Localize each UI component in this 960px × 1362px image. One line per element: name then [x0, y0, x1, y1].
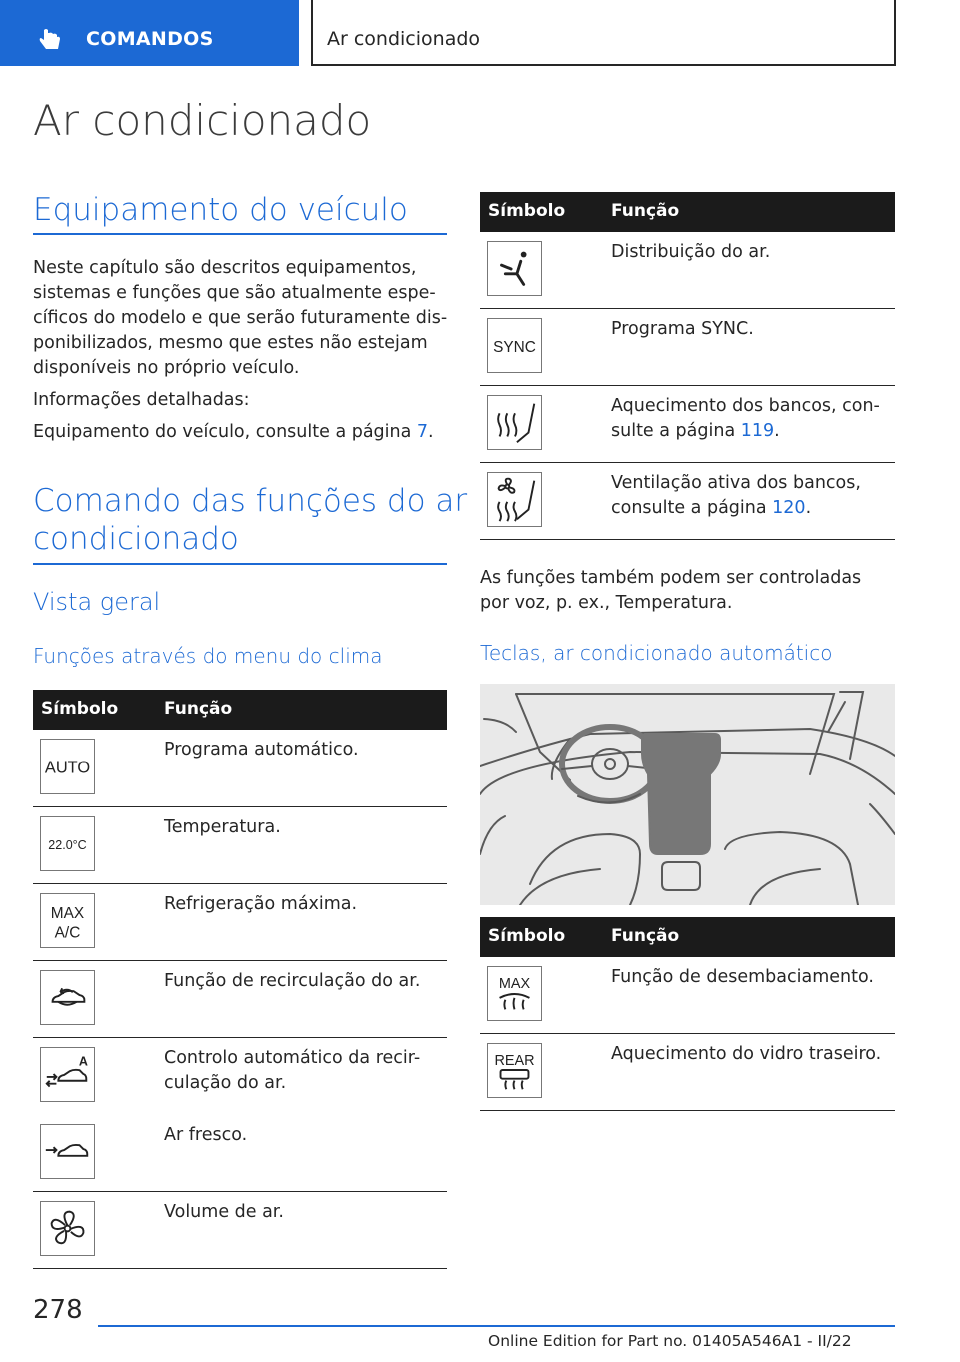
max-defrost-icon[interactable]: [487, 966, 542, 1021]
table-row: AUTO Programa automático.: [33, 730, 447, 807]
car-interior-illustration: [480, 684, 895, 905]
equipment-paragraph: Neste capítulo são descritos equipamentos, sistemas e funções que são atualmente espe-cíficos do modelo e que serão futuramente dis-ponibilizados, mesmo que estes não estejam disponíveis no próprio veículo.: [33, 258, 448, 378]
page-link-119[interactable]: 119: [740, 421, 775, 441]
footer-edition: Online Edition for Part no. 01405A546A1 - II/22: [488, 1332, 852, 1350]
auto-recirculation-icon[interactable]: [40, 1047, 95, 1102]
seat-ventilation-icon[interactable]: [487, 472, 542, 527]
fan-icon[interactable]: [40, 1201, 95, 1256]
table-row: Ar fresco.: [33, 1115, 447, 1192]
section-label: COMANDOS: [86, 28, 214, 50]
table-row: MAX A/C Refrigeração máxima.: [33, 884, 447, 961]
recirculation-icon[interactable]: [40, 970, 95, 1025]
heading-rule: [33, 233, 447, 235]
table-header: Símbolo Função: [33, 690, 447, 730]
heading-overview: Vista geral: [33, 588, 161, 616]
svg-text:A/C: A/C: [54, 924, 81, 942]
heading-rule: [33, 563, 447, 565]
table-row: Função de recirculação do ar.: [33, 961, 447, 1038]
heading-equipment: Equipamento do veículo: [33, 192, 408, 228]
topic-header: [311, 0, 896, 66]
heading-command: Comando das funções do ar condicionado: [33, 483, 468, 557]
section-tab[interactable]: [0, 0, 299, 66]
table-header: Símbolo Função: [480, 917, 895, 957]
page-link-7[interactable]: 7: [416, 422, 429, 442]
page-link-120[interactable]: 120: [772, 498, 806, 518]
svg-text:22.0°C: 22.0°C: [48, 837, 87, 852]
table-row: Ventilação ativa dos bancos, consulte a página 120.: [480, 463, 895, 540]
page-number: 278: [33, 1295, 83, 1325]
table-row: REAR Aquecimento do vidro traseiro.: [480, 1034, 895, 1111]
svg-text:REAR: REAR: [494, 1053, 535, 1070]
table-header: Símbolo Função: [480, 192, 895, 232]
table-row: 22.0°C Temperatura.: [33, 807, 447, 884]
temperature-icon[interactable]: [40, 816, 95, 871]
auto-icon[interactable]: [40, 739, 95, 794]
svg-text:A: A: [78, 1054, 88, 1069]
svg-text:AUTO: AUTO: [44, 758, 91, 777]
page-title: Ar condicionado: [33, 96, 372, 145]
table-row: Distribuição do ar.: [480, 232, 895, 309]
rear-defrost-icon[interactable]: [487, 1043, 542, 1098]
climate-menu-table: [33, 690, 447, 1269]
sync-icon[interactable]: [487, 318, 542, 373]
svg-text:MAX: MAX: [50, 905, 85, 923]
keys-table: [480, 917, 895, 1111]
fresh-air-icon[interactable]: [40, 1124, 95, 1179]
equipment-reference: Equipamento do veículo, consulte a página 7.: [33, 422, 434, 442]
seat-heating-icon[interactable]: [487, 395, 542, 450]
heading-keys: Teclas, ar condicionado automático: [480, 641, 833, 665]
table-row: MAX Função de desembaciamento.: [480, 957, 895, 1034]
table-row: Aquecimento dos bancos, con-sulte a página 119.: [480, 386, 895, 463]
table-row: A Controlo automático da recir-culação do ar.: [33, 1038, 447, 1115]
table-row: Volume de ar.: [33, 1192, 447, 1269]
hand-pointer-icon: [38, 26, 64, 52]
info-label: Informações detalhadas:: [33, 390, 250, 410]
air-distribution-icon[interactable]: [487, 241, 542, 296]
voice-control-note: As funções também podem ser controladas por voz, p. ex., Temperatura.: [480, 568, 862, 613]
footer-rule: [98, 1325, 895, 1327]
max-ac-icon[interactable]: [40, 893, 95, 948]
topic-label: Ar condicionado: [327, 28, 481, 50]
svg-text:MAX: MAX: [498, 976, 531, 993]
seat-functions-table: [480, 192, 895, 540]
heading-climate-menu: Funções através do menu do clima: [33, 644, 383, 668]
svg-text:SYNC: SYNC: [493, 338, 536, 356]
table-row: SYNC Programa SYNC.: [480, 309, 895, 386]
